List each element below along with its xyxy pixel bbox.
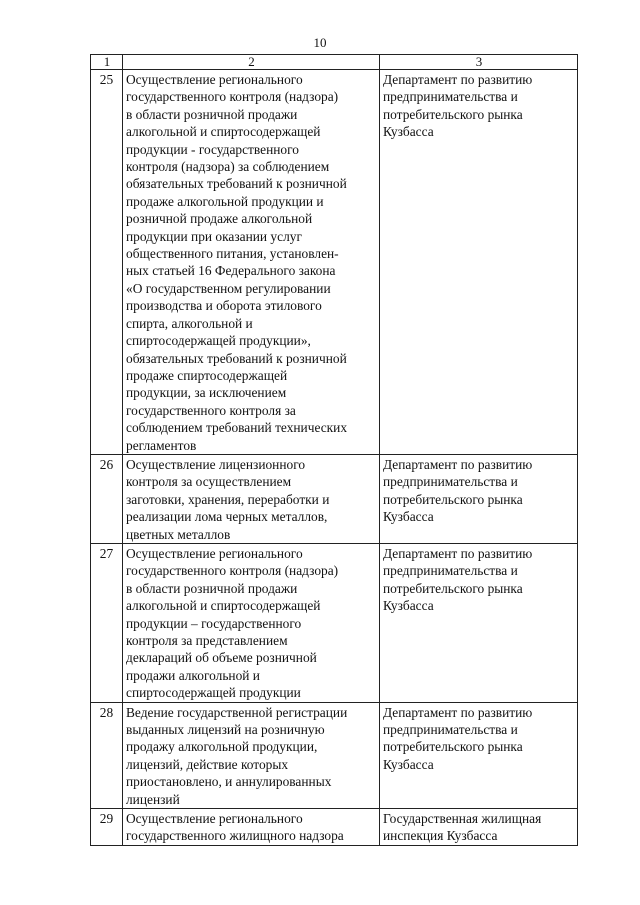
row-number: 25: [91, 70, 123, 455]
responsible-agency: Департамент по развитию предпринимательства и потребительского рынка Кузбасса: [380, 543, 578, 702]
responsible-agency: Департамент по развитию предпринимательства и потребительского рынка Кузбасса: [380, 454, 578, 543]
function-description: Осуществление лицензионного контроля за осуществлением заготовки, хранения, переработки и реализации лома черных металлов, цветных металлов: [123, 454, 380, 543]
table-row: [91, 543, 578, 702]
table-row: [91, 702, 578, 808]
page-number: 10: [313, 35, 327, 50]
function-description: Осуществление регионального государственного контроля (надзора) в области розничной продажи алкогольной и спиртосодержащей продукции - государственного контроля (надзора) за соблюдением обязательных требований к розничной продаже алкогольной продукции и розничной продаже алкогольной продукции при оказании услуг общественного питания, установлен- ных статьей 16 Федерального закона «О государственном регулировании производства и оборота этилового спирта, алкогольной и спиртосодержащей продукции», обязательных требований к розничной продаже спиртосодержащей продукции, за исключением государственного контроля за соблюдением требований технических регламентов: [123, 70, 380, 455]
table-row: [91, 809, 578, 846]
function-description: Осуществление регионального государственного жилищного надзора: [123, 809, 380, 846]
table-header-row: [91, 55, 578, 70]
agency-functions-table: [90, 54, 578, 846]
responsible-agency: Государственная жилищная инспекция Кузбасса: [380, 809, 578, 846]
function-description: Осуществление регионального государственного контроля (надзора) в области розничной продажи алкогольной и спиртосодержащей продукции – государственного контроля за представлением деклараций об объеме розничной продажи алкогольной и спиртосодержащей продукции: [123, 543, 380, 702]
column-header-1: 1: [91, 55, 123, 70]
row-number: 28: [91, 702, 123, 808]
column-header-3: 3: [380, 55, 578, 70]
table-header: [91, 55, 578, 70]
responsible-agency: Департамент по развитию предпринимательства и потребительского рынка Кузбасса: [380, 70, 578, 455]
table-row: [91, 70, 578, 455]
row-number: 29: [91, 809, 123, 846]
row-number: 27: [91, 543, 123, 702]
table-row: [91, 454, 578, 543]
function-description: Ведение государственной регистрации выданных лицензий на розничную продажу алкогольной продукции, лицензий, действие которых приостановлено, и аннулированных лицензий: [123, 702, 380, 808]
row-number: 26: [91, 454, 123, 543]
responsible-agency: Департамент по развитию предпринимательства и потребительского рынка Кузбасса: [380, 702, 578, 808]
column-header-2: 2: [123, 55, 380, 70]
table-body: [91, 70, 578, 846]
